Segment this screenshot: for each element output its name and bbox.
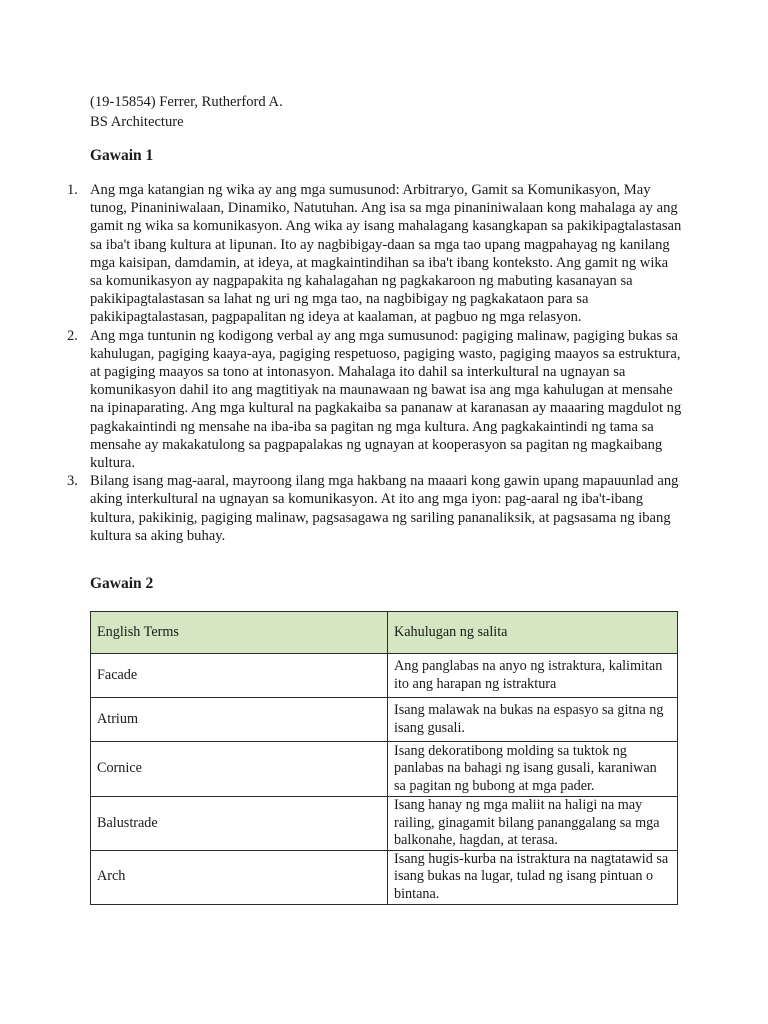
answer-number: 1. — [67, 182, 78, 198]
meaning-cell: Isang hugis-kurba na istraktura na nagtatawid sa isang bukas na lugar, tulad ng isang pintuan o bintana. — [388, 850, 678, 904]
term-cell: Facade — [91, 654, 388, 698]
gawain-2-heading: Gawain 2 — [90, 575, 154, 592]
meaning-cell: Isang hanay ng mga maliit na haligi na may railing, ginagamit bilang pananggalang sa mga balkonahe, hagdan, at terasa. — [388, 797, 678, 851]
answer-item — [62, 472, 682, 545]
student-id-name: (19-15854) Ferrer, Rutherford A. — [90, 94, 283, 110]
gawain-1-answers — [62, 181, 682, 545]
term-cell: Balustrade — [91, 797, 388, 851]
answer-text: Bilang isang mag-aaral, mayroong ilang mga hakbang na maaari kong gawin upang mapauunlad ang aking interkultural na ugnayan sa komunikasyon. At ito ang mga iyon: pag-aaral ng iba't-ibang kultura, pakikinig, pagiging malinaw, pagsasagawa ng sariling pananaliksik, at pagsasama ng ibang kultura sa aking buhay. — [90, 473, 679, 544]
meaning-cell: Ang panglabas na anyo ng istraktura, kalimitan ito ang harapan ng istraktura — [388, 654, 678, 698]
table-row — [91, 797, 678, 851]
header-english-terms: English Terms — [91, 612, 388, 654]
student-program: BS Architecture — [90, 114, 184, 130]
answer-item — [62, 327, 682, 473]
student-header — [90, 92, 283, 132]
answer-number: 2. — [67, 327, 78, 344]
table-row — [91, 654, 678, 698]
header-kahulugan: Kahulugan ng salita — [388, 612, 678, 654]
answer-number: 3. — [67, 473, 78, 490]
table-row — [91, 850, 678, 904]
table-row — [91, 698, 678, 742]
answer-text: Ang mga katangian ng wika ay ang mga sumusunod: Arbitraryo, Gamit sa Komunikasyon, May tunog, Pinaniniwalaan, Dinamiko, Natutuhan. Ang isa sa mga pinaniniwalaan kong mahalaga ay ang gamit ng wika sa komunikasyon. Ang wika ay isang mahalagang kasangkapan sa pakikipagtalastasan sa iba't ibang kultura at lipunan. Ito ay nagbibigay-daan sa mga tao upang magpahayag ng kanilang mga kaisipan, damdamin, at ideya, at magkaintindihan sa iba't ibang konteksto. Ang gamit ng wika sa komunikasyon ay nagpapakita ng kahalagahan ng pagkakaroon ng mabuting kasanayan sa pakikipagtalastasan sa lahat ng uri ng mga tao, na nagbibigay ng pagkakataon para sa pakikipagtalastasan, pagpapalitan ng ideya at kaalaman, at pagbuo ng mga relasyon. — [90, 182, 682, 326]
answer-text: Ang mga tuntunin ng kodigong verbal ay ang mga sumusunod: pagiging malinaw, pagiging bukas sa kahulugan, pagiging kaaya-aya, pagiging respetuoso, pagiging wasto, pagiging maayos sa estruktura, at pagiging maayos sa tono at intonasyon. Mahalaga ito dahil sa interkultural na ugnayan sa komunikasyon dahil ito ang magtitiyak na maunawaan ng bawat isa ang mga kahulugan at mensahe na ipinaparating. Ang mga kultural na pagkakaiba sa pananaw at karanasan ay maaaring magdulot ng pagkakaintindi ng mensahe na iba-iba sa pagitan ng mga kultura. Ang pagkakaintindi ng tama sa mensahe ay makakatulong sa pagpapalakas ng ugnayan at kooperasyon sa pagitan ng magkaibang kultura. — [90, 327, 682, 472]
table-header-row — [91, 612, 678, 654]
gawain-1-heading: Gawain 1 — [90, 147, 154, 164]
term-cell: Atrium — [91, 698, 388, 742]
meaning-cell: Isang malawak na bukas na espasyo sa gitna ng isang gusali. — [388, 698, 678, 742]
table-row — [91, 742, 678, 797]
term-cell: Arch — [91, 850, 388, 904]
answer-item — [62, 181, 682, 327]
term-cell: Cornice — [91, 742, 388, 797]
meaning-cell: Isang dekoratibong molding sa tuktok ng panlabas na bahagi ng isang gusali, karaniwan sa pagitan ng bubong at mga pader. — [388, 742, 678, 797]
terms-table — [90, 611, 678, 905]
